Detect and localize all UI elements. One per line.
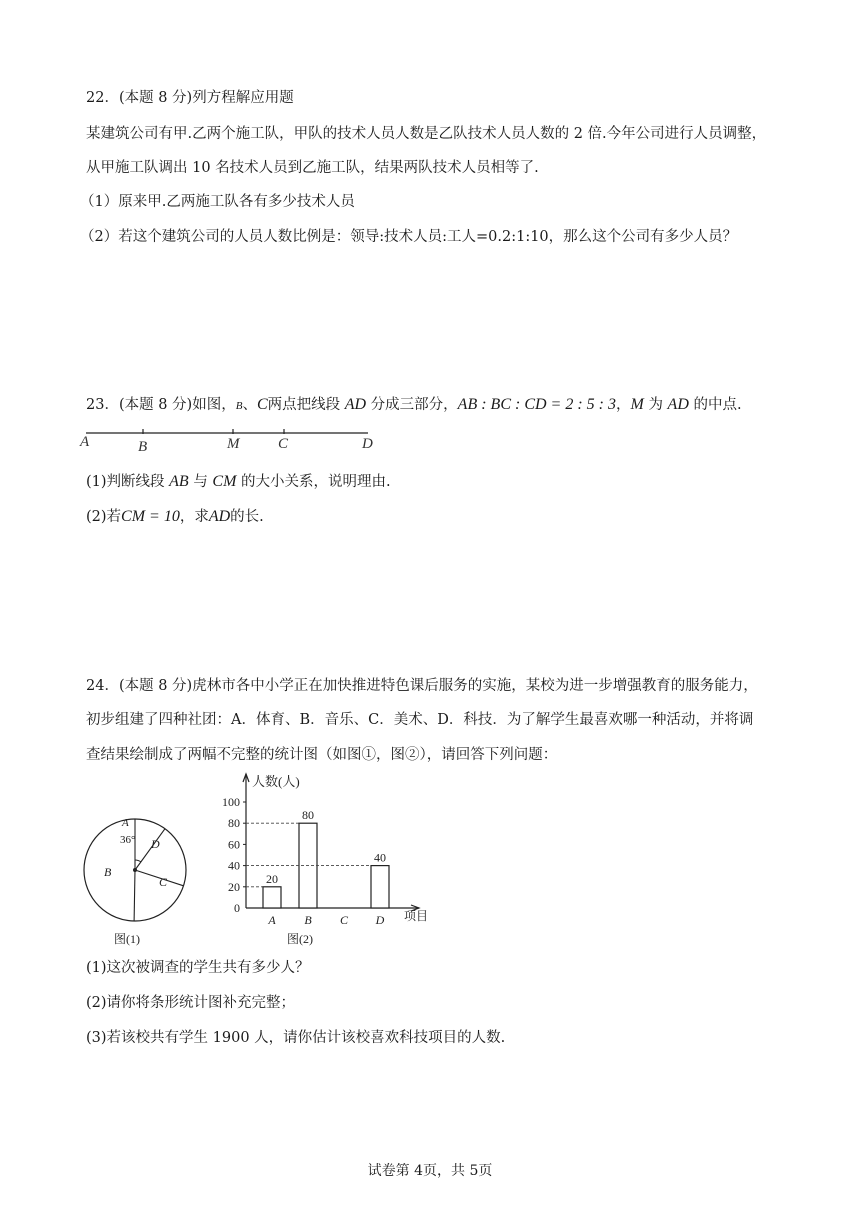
y-tick-label: 0 [234, 901, 240, 915]
q23-point-c: C [256, 396, 268, 413]
label-m: M [227, 436, 240, 452]
pie-radius-a-d [135, 829, 165, 870]
q23-part2 [86, 507, 264, 527]
pie-chart [80, 810, 190, 950]
label-a: A [80, 434, 90, 450]
q23-point-m: M [630, 396, 644, 413]
q24-part2: (2)请你将条形统计图补充完整； [86, 995, 296, 1011]
q22-subquestion-1: （1）原来甲.乙两施工队各有多少技术人员 [80, 194, 355, 210]
bar-marks [222, 774, 419, 927]
q23-p2-a: (2)若 [86, 509, 122, 525]
bar-chart [214, 768, 444, 950]
x-tick-label: A [268, 913, 276, 927]
q22-text-line1: 某建筑公司有甲.乙两个施工队，甲队的技术人员人数是乙队技术人员人数的 2 倍.今年公司进行人员调整， [86, 126, 767, 142]
bar-value-label: 40 [374, 850, 386, 865]
q23-segment-ad: AD [344, 396, 367, 413]
q23-segment-figure [78, 424, 388, 456]
pie-center [133, 868, 137, 872]
x-tick-label: C [339, 913, 349, 927]
pie-label-d: D [151, 837, 160, 851]
q22-subquestion-2: （2）若这个建筑公司的人员人数比例是：领导:技术人员:工人=0.2:1:10，那么这个公司有多少人员？ [80, 229, 738, 245]
q23-point-b: B [235, 400, 243, 412]
q23-mid3: 为 [648, 397, 663, 413]
q22-heading: 22．(本题 8 分)列方程解应用题 [86, 90, 294, 106]
q23-tail: 的中点. [693, 397, 742, 413]
q23-p2-c: 的长. [230, 509, 264, 525]
q23-p1-c: 的大小关系，说明理由. [241, 474, 391, 490]
pie-angle-arc [135, 860, 141, 862]
q23-segment-ad-2: AD [667, 396, 689, 413]
q23-statement [86, 395, 742, 416]
y-tick-label: 40 [228, 858, 240, 873]
q23-p1-cm: CM [212, 473, 237, 490]
q24-text-line2: 初步组建了四种社团：A．体育、B．音乐、C．美术、D．科技．为了解学生最喜欢哪一种活动，并将调 [86, 712, 754, 728]
q23-sep2: ， [616, 397, 631, 413]
q23-sep1: 、 [242, 397, 257, 413]
q23-p2-ad: AD [208, 508, 231, 525]
y-tick-label: 80 [228, 816, 240, 831]
q23-ratio: AB : BC : CD = 2 : 5 : 3 [457, 396, 616, 413]
pie-caption: 图(1) [114, 932, 140, 946]
bar-chart-caption: 图(2) [287, 932, 313, 946]
bar-value-label: 20 [266, 871, 278, 886]
y-tick-label: 100 [222, 795, 240, 809]
y-axis-label: 人数(人) [252, 774, 300, 789]
q24-text-line3: 查结果绘制成了两幅不完整的统计图（如图①，图②），请回答下列问题： [86, 747, 558, 763]
q24-text-line1: 24．(本题 8 分)虎林市各中小学正在加快推进特色课后服务的实施，某校为进一步增强教育的服务能力， [86, 678, 758, 694]
q22-text-line2: 从甲施工队调出 10 名技术人员到乙施工队，结果两队技术人员相等了. [86, 160, 539, 176]
q23-p1-ab: AB [169, 473, 189, 490]
pie-angle-label: 36° [120, 834, 136, 846]
x-tick-label: B [304, 913, 312, 927]
pie-radius-c-b [134, 870, 135, 921]
q23-prefix: 23．(本题 8 分)如图， [86, 397, 236, 413]
q23-mid2: 分成三部分， [370, 397, 458, 413]
page-footer: 试卷第 4页，共 5页 [367, 1163, 493, 1179]
q23-p1-b: 与 [193, 474, 208, 490]
q23-mid1: 两点把线段 [267, 397, 341, 413]
q24-part1: (1)这次被调查的学生共有多少人？ [86, 960, 310, 976]
bar-value-label: 80 [302, 808, 314, 823]
q23-p1-a: (1)判断线段 [86, 474, 165, 490]
y-tick-label: 20 [228, 879, 240, 894]
q23-p2-eq: CM = 10 [121, 508, 180, 525]
pie-label-b: B [104, 865, 112, 879]
q23-part1 [86, 472, 391, 492]
label-c: C [278, 436, 289, 452]
x-tick-label: D [375, 913, 385, 927]
q23-p2-b: ，求 [179, 509, 209, 525]
y-tick-label: 60 [228, 837, 240, 852]
pie-label-c: C [159, 875, 168, 889]
bar-A [263, 887, 281, 908]
x-axis-label: 项目 [404, 909, 429, 923]
label-d: D [362, 436, 373, 452]
bar-D [371, 866, 389, 908]
q24-part3: (3)若该校共有学生 1900 人，请你估计该校喜欢科技项目的人数. [86, 1030, 506, 1046]
pie-label-a: A [122, 817, 129, 829]
label-b: B [138, 439, 148, 455]
